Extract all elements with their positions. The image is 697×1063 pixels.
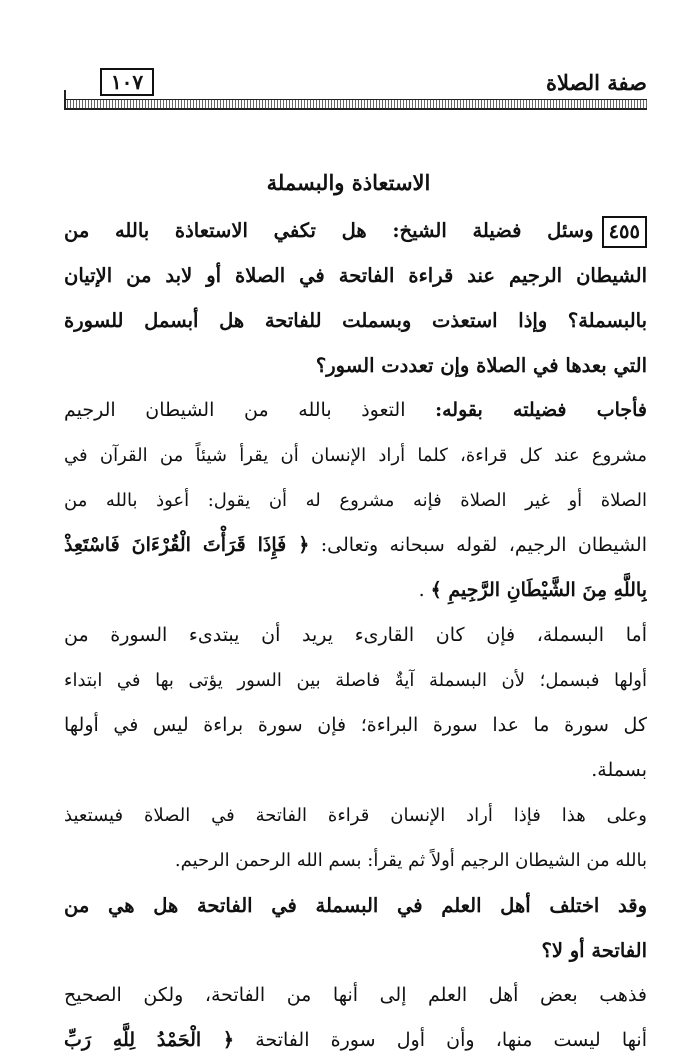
paragraph-line: بسملة. [591, 759, 647, 781]
sub-question-line: وقد اختلف أهل العلم في البسملة في الفاتحة هل هي من [64, 894, 647, 917]
page-header [64, 68, 647, 108]
paragraph-line: فذهب بعض أهل العلم إلى أنها من الفاتحة، ولكن الصحيح [64, 984, 647, 1006]
section-title: الاستعاذة والبسملة [266, 170, 431, 195]
question-line: بالبسملة؟ وإذا استعذت وبسملت للفاتحة هل أبسمل للسورة [64, 309, 647, 332]
page-number: ١٠٧ [100, 68, 154, 96]
body-text [64, 208, 647, 1063]
question-line: التي بعدها في الصلاة وإن تعددت السور؟ [315, 354, 647, 377]
answer-line: مشروع عند كل قراءة، كلما أراد الإنسان أن يقرأ شيئاً من القرآن في [64, 445, 647, 466]
quran-verse: بِاللَّهِ مِنَ الشَّيْطَانِ الرَّجِيمِ ﴾ [430, 579, 647, 601]
paragraph-line: كل سورة ما عدا سورة البراءة؛ فإن سورة براءة ليس في أولها [64, 714, 647, 736]
answer-line: الشيطان الرجيم، لقوله سبحانه وتعالى: ﴿ فَإِذَا قَرَأْتَ الْقُرْءَانَ فَاسْتَعِذْ [64, 534, 647, 556]
running-title: صفة الصلاة [545, 70, 647, 95]
question-number: ٤٥٥ [602, 216, 647, 248]
quran-verse: ﴿ فَإِذَا قَرَأْتَ الْقُرْءَانَ فَاسْتَعِذْ [64, 534, 310, 556]
question-line: الشيطان الرجيم عند قراءة الفاتحة في الصلاة أو لابد من الإتيان [64, 264, 647, 287]
paragraph-line: بالله من الشيطان الرجيم أولاً ثم يقرأ: بسم الله الرحمن الرحيم. [174, 850, 647, 871]
answer-line: فأجاب فضيلته بقوله: التعوذ بالله من الشيطان الرجيم [64, 399, 647, 421]
quran-verse: ﴿ الْحَمْدُ لِلَّهِ رَبِّ [64, 1029, 235, 1051]
answer-line: الصلاة أو غير الصلاة فإنه مشروع له أن يقول: أعوذ بالله من [64, 490, 647, 511]
paragraph-line: وعلى هذا فإذا أراد الإنسان قراءة الفاتحة في الصلاة فيستعيذ [64, 805, 647, 826]
paragraph-line: أما البسملة، فإن كان القارىء يريد أن يبتدىء السورة من [64, 624, 647, 646]
answer-lead: فأجاب فضيلته بقوله: [435, 399, 647, 421]
header-rule [64, 99, 647, 110]
paragraph-line: أنها ليست منها، وأن أول سورة الفاتحة ﴿ الْحَمْدُ لِلَّهِ رَبِّ [64, 1029, 647, 1051]
header-rule-end [64, 90, 74, 108]
sub-question-line: الفاتحة أو لا؟ [541, 939, 647, 962]
paragraph-line: أولها فبسمل؛ لأن البسملة آيةٌ فاصلة بين السور يؤتى بها في ابتداء [64, 670, 647, 691]
answer-line: بِاللَّهِ مِنَ الشَّيْطَانِ الرَّجِيمِ ﴾ . [418, 579, 647, 601]
question-line: ٤٥٥وسئل فضيلة الشيخ: هل تكفي الاستعاذة بالله من [64, 208, 647, 253]
